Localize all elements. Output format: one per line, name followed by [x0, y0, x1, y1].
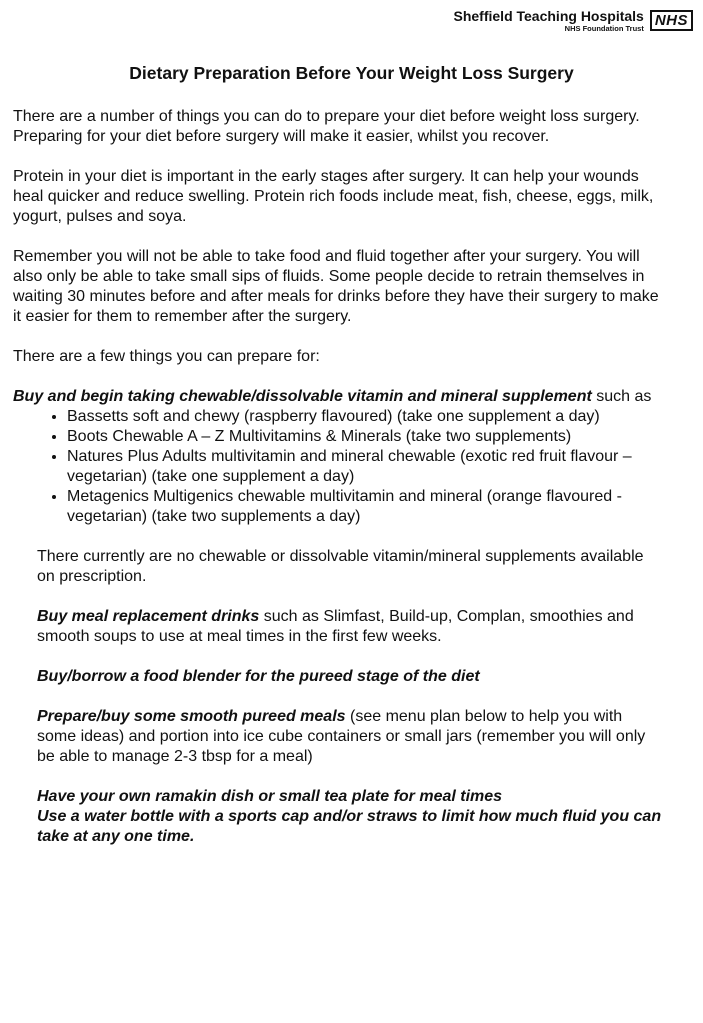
- pureed-meals-emphasis: Prepare/buy some smooth pureed meals: [37, 708, 346, 725]
- protein-paragraph: Protein in your diet is important in the early stages after surgery. It can help your wounds heal quicker and reduce swelling. Protein rich foods include meat, fish, cheese, eggs, milk, yogurt, pulses and soya.: [13, 168, 654, 225]
- intro-paragraph: There are a number of things you can do to prepare your diet before weight loss surgery. Preparing for your diet before surgery will make it easier, whilst you recover.: [13, 108, 640, 145]
- nhs-logo: NHS: [650, 10, 693, 31]
- prescription-note: There currently are no chewable or dissolvable vitamin/mineral supplements available on prescription.: [37, 548, 644, 585]
- meal-replacement-emphasis: Buy meal replacement drinks: [37, 608, 260, 625]
- prepare-intro-paragraph: There are a few things you can prepare for:: [13, 348, 320, 365]
- vitamin-list-item: • Bassetts soft and chewy (raspberry flavoured) (take one supplement a day): [67, 407, 663, 427]
- pureed-meals-paragraph: [13, 707, 663, 767]
- vitamins-heading-emphasis: Buy and begin taking chewable/dissolvable vitamin and mineral supplement: [13, 388, 592, 405]
- blender-paragraph: [13, 667, 663, 687]
- vitamins-heading: [13, 387, 663, 407]
- vitamin-list-item: • Natures Plus Adults multivitamin and mineral chewable (exotic red fruit flavour – vegetarian) (take one supplement a day): [67, 447, 663, 487]
- fluids-paragraph: Remember you will not be able to take food and fluid together after your surgery. You will also only be able to take small sips of fluids. Some people decide to retrain themselves in waiting 30 minutes before and after meals for drinks before they have their surgery to make it easier for them to remember after the surgery.: [13, 248, 659, 325]
- water-bottle-line: Use a water bottle with a sports cap and/or straws to limit how much fluid you can take at any one time.: [37, 808, 662, 845]
- vitamin-list-item: • Boots Chewable A – Z Multivitamins & Minerals (take two supplements): [67, 427, 663, 447]
- pureed-meals-text: (see menu plan below to help you with some ideas) and portion into ice cube containers or small jars (remember you will only be able to manage 2-3 tbsp for a meal): [37, 708, 646, 765]
- blender-emphasis: Buy/borrow a food blender for the pureed stage of the diet: [37, 668, 480, 685]
- vitamins-heading-suffix: such as: [591, 388, 652, 405]
- page-header: [454, 8, 694, 33]
- organisation-name: Sheffield Teaching Hospitals: [453, 8, 644, 24]
- meal-replacement-text: such as Slimfast, Build-up, Complan, smoothies and smooth soups to use at meal times in the first few weeks.: [37, 608, 634, 645]
- ramekin-line: Have your own ramakin dish or small tea plate for meal times: [37, 788, 503, 805]
- meal-replacement-paragraph: [13, 607, 663, 647]
- document-title: Dietary Preparation Before Your Weight Loss Surgery: [129, 63, 574, 83]
- vitamin-list: [13, 407, 663, 527]
- vitamin-list-item: • Metagenics Multigenics chewable multivitamin and mineral (orange flavoured - vegetarian) (take two supplements a day): [67, 487, 663, 527]
- organisation-subtitle: NHS Foundation Trust: [564, 24, 644, 33]
- organisation-name-block: [454, 8, 644, 33]
- document-body: [13, 107, 663, 847]
